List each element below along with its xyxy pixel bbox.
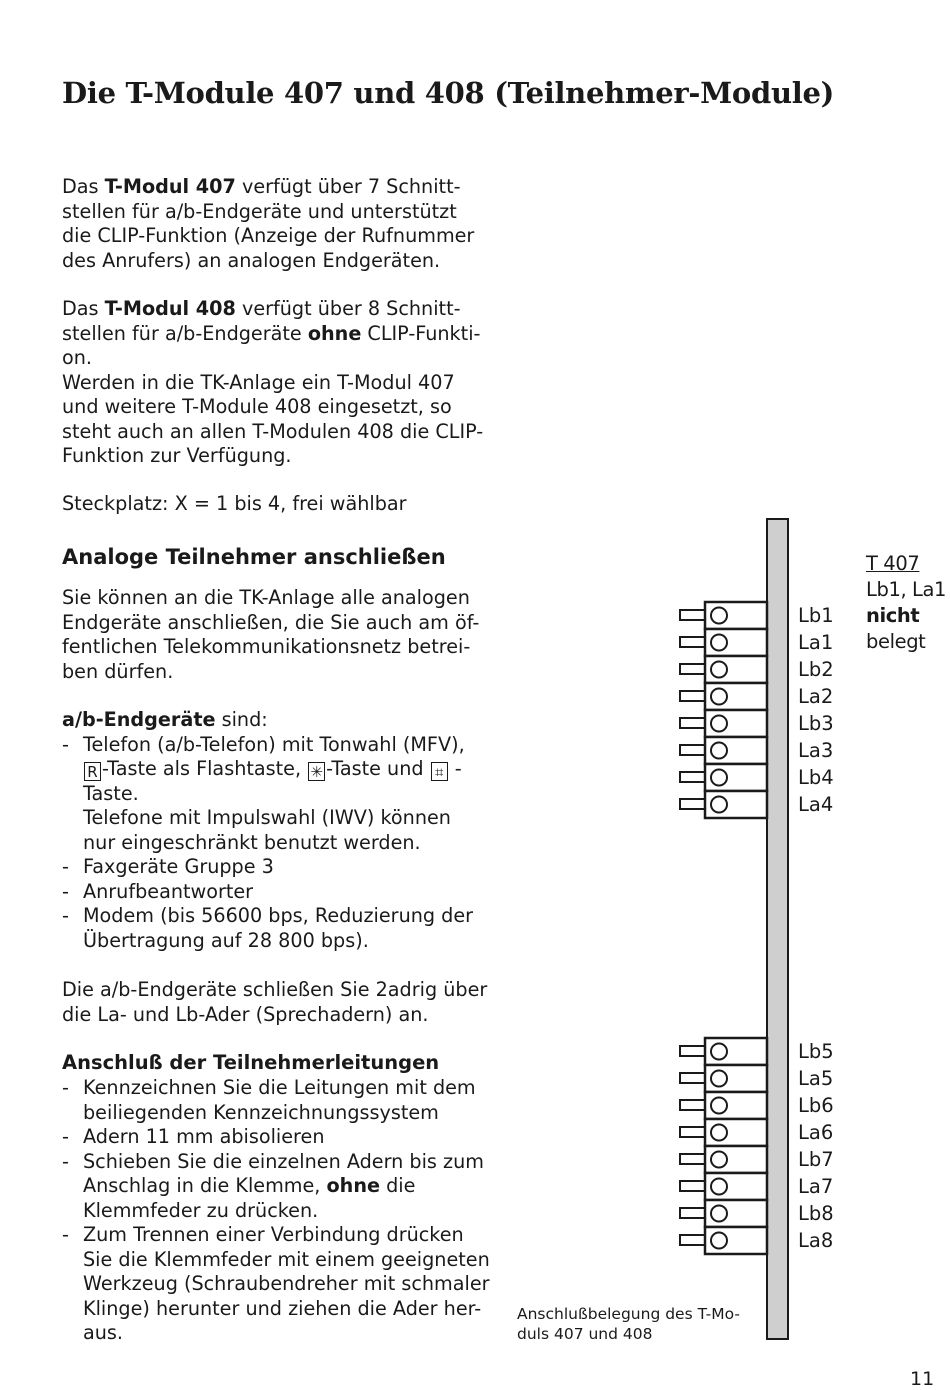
terminal-clamp [680, 1227, 767, 1254]
intro-408-paragraph: Das T-Modul 408 verfügt über 8 Schnitt- stellen für a/b-Endgeräte ohne CLIP-Funkti- on. Werden in die TK-Anlage ein T-Modul 407 und weitere T-Module 408 eingesetzt, so steht auch an allen T-Modulen 408 die CLIP- Funktion zur Verfügung. [62, 297, 484, 467]
list-item: - Zum Trennen einer Verbindung drücken Sie die Klemmfeder mit einem geeigneten Werkzeug (Schraubendreher mit schmaler Klinge) herunter und ziehen die Ader her- aus. [62, 1223, 490, 1344]
terminal-clamp [680, 683, 767, 710]
star-key-icon: ✳ [308, 762, 325, 781]
circuit-board-bar [767, 519, 788, 1339]
connection-heading: Anschluß der Teilnehmerleitungen [62, 1051, 440, 1074]
page-number: 11 [910, 1368, 935, 1390]
terminal-clamp [680, 1092, 767, 1119]
slot-info: Steckplatz: X = 1 bis 4, frei wählbar [62, 492, 407, 515]
terminal-clamp [680, 764, 767, 791]
terminal-label: La2 [798, 685, 834, 708]
section-intro: Sie können an die TK-Anlage alle analogen Endgeräte anschließen, die Sie auch am öf- fentlichen Telekommunikationsnetz betrei- ben dürfen. [62, 586, 480, 683]
terminal-label: La8 [798, 1229, 834, 1252]
terminal-clamp [680, 602, 767, 629]
list-item: - Kennzeichnen Sie die Leitungen mit dem beiliegenden Kennzeichnungssystem [62, 1076, 476, 1124]
terminal-label: La4 [798, 793, 834, 816]
terminal-block-top [680, 602, 767, 818]
list-item: - Telefon (a/b-Telefon) mit Tonwahl (MFV), R -Taste als Flashtaste, ✳ -Taste und ⌗ - Taste. Telefone mit Impulswahl (IWV) können nur eingeschränkt benutzt werden. [62, 732, 465, 854]
terminal-clamp [680, 1173, 767, 1200]
terminal-label: Lb6 [798, 1094, 834, 1117]
section-heading: Analoge Teilnehmer anschließen [62, 545, 446, 569]
intro-407-paragraph: Das T-Modul 407 verfügt über 7 Schnitt- stellen für a/b-Endgeräte und unterstützt die CLIP-Funktion (Anzeige der Rufnummer des Anrufers) an analogen Endgeräten. [62, 175, 475, 272]
ohne-emphasis: ohne [307, 321, 362, 345]
terminal-clamp [680, 1200, 767, 1227]
terminal-label: La3 [798, 739, 834, 762]
terminal-label: Lb5 [798, 1040, 834, 1063]
terminal-label: La5 [798, 1067, 834, 1090]
terminal-label: La6 [798, 1121, 834, 1144]
module-408-name: T-Modul 408 [104, 297, 236, 320]
terminal-clamp [680, 629, 767, 656]
list-item: - Faxgeräte Gruppe 3 [62, 855, 274, 878]
list-item: - Anrufbeantworter [62, 879, 254, 903]
terminal-label: Lb1 [798, 604, 834, 627]
module-407-name: T-Modul 407 [104, 175, 236, 198]
terminal-clamp [680, 656, 767, 683]
list-item: - Adern 11 mm abisolieren [62, 1125, 325, 1148]
list-item: - Modem (bis 56600 bps, Reduzierung der Übertragung auf 28 800 bps). [62, 904, 474, 952]
terminal-label: Lb2 [798, 658, 834, 681]
terminal-label: La1 [798, 631, 834, 654]
terminal-clamp [680, 710, 767, 737]
terminal-label: Lb7 [798, 1148, 834, 1171]
terminal-clamp [680, 1146, 767, 1173]
terminal-label: Lb8 [798, 1202, 834, 1225]
terminal-clamp [680, 1065, 767, 1092]
terminal-label: La7 [798, 1175, 834, 1198]
r-key-icon: R [84, 762, 101, 781]
terminal-clamp [680, 737, 767, 764]
page-title: Die T-Module 407 und 408 (Teilnehmer-Module) [62, 76, 835, 110]
hash-key-icon: ⌗ [431, 762, 448, 781]
devices-list: a/b-Endgeräte sind: - Telefon (a/b-Telefon) mit Tonwahl (MFV), R -Taste als Flashtaste, ✳ -Taste und ⌗ - Taste. Telefone mit Impulswahl (IWV) können nur eingeschränkt benutzt werden. - Faxgeräte Gruppe 3 - Anrufbeantworter - Modem (bis 56600 bps, Reduzierung der Übertragung auf 28 800 bps). [62, 708, 502, 953]
terminal-label: Lb4 [798, 766, 834, 789]
terminal-block-bottom [680, 1038, 767, 1254]
terminal-clamp [680, 791, 767, 818]
figure-caption: Anschlußbelegung des T-Mo- duls 407 und 408 [517, 1305, 740, 1343]
t407-note: T 407 Lb1, La1 nicht belegt [866, 552, 947, 653]
wiring-paragraph: Die a/b-Endgeräte schließen Sie 2adrig über die La- und Lb-Ader (Sprechadern) an. [62, 978, 488, 1026]
terminal-clamp [680, 1119, 767, 1146]
terminal-clamp [680, 1038, 767, 1065]
list-item: - Schieben Sie die einzelnen Adern bis zum Anschlag in die Klemme, ohne die Klemmfeder zu drücken. [62, 1149, 484, 1222]
terminal-label: Lb3 [798, 712, 834, 735]
